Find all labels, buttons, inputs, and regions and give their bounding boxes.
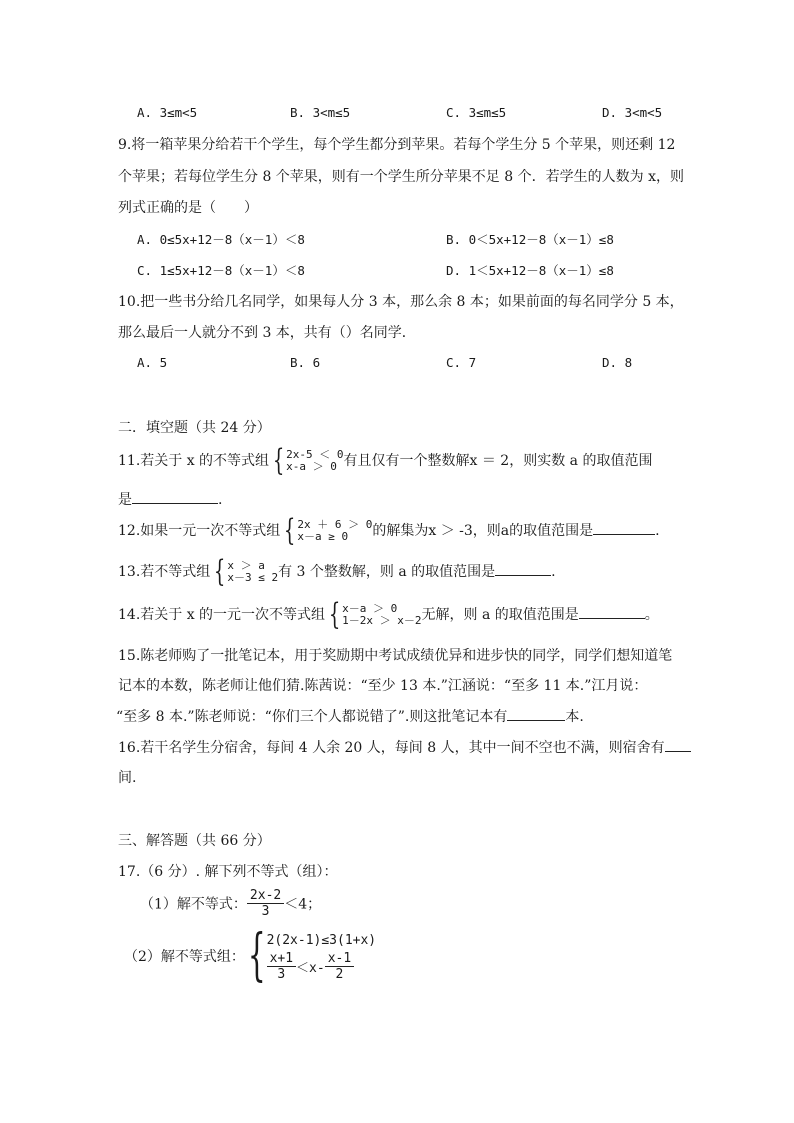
fraction-denominator: 2 (335, 966, 344, 982)
q11-suffix: 有且仅有一个整数解x ＝ 2，则实数 a 的取值范围 (343, 453, 653, 469)
q17-title: 17.（6 分）. 解下列不等式（组）： (118, 864, 338, 880)
q8-option-b: B. 3<m≤5 (290, 105, 351, 120)
q17-part-2-label: （2）解不等式组： (124, 949, 245, 965)
q12-prefix: 12.如果一元一次不等式组 (118, 523, 281, 539)
q10-option-d: D. 8 (602, 355, 633, 370)
fraction-numerator: x+1 (267, 951, 296, 967)
q10-line-1: 10.把一些书分给几名同学，如果每人分 3 本，那么余 8 本；如果前面的每名同学分 5 本， (118, 294, 684, 310)
section-2-heading: 二．填空题（共 24 分） (118, 420, 271, 436)
q15-line-3-text: “至多 8 本.”陈老师说：“你们三个人都说错了”.则这批笔记本有 (116, 709, 508, 725)
q12-end: . (655, 523, 660, 539)
q9-line-1: 9.将一箱苹果分给若干个学生，每个学生都分到苹果。若每个学生分 5 个苹果，则还剩 12 (118, 137, 676, 153)
q8-option-a: A. 3≤m<5 (137, 105, 198, 120)
q11-answer-blank[interactable] (132, 489, 218, 504)
q9-option-b: B. 0＜5x+12－8（x－1）≤8 (446, 232, 614, 247)
q17-part-2-system (267, 931, 377, 982)
q17-part-2-line-1: 2(2x-1)≤3(1+x) (266, 932, 377, 948)
q13-answer-blank[interactable] (495, 561, 551, 576)
q14-end: 。 (644, 607, 659, 623)
q12-answer-blank[interactable] (593, 520, 655, 535)
q10-option-c: C. 7 (446, 355, 477, 370)
brace-icon: { (284, 513, 296, 548)
q11-line-2-text: 是 (118, 492, 132, 508)
q13-system-line-1: x ＞ a (227, 559, 265, 572)
q11-end: . (218, 492, 223, 508)
q13-line (118, 554, 556, 589)
brace-icon: { (214, 554, 226, 589)
q15-end: 本. (565, 709, 584, 725)
q12-line (118, 513, 660, 548)
q14-line (118, 597, 659, 632)
q13-end: . (551, 564, 556, 580)
fraction-denominator: 3 (261, 904, 270, 919)
q9-option-a: A. 0≤5x+12－8（x－1）＜8 (137, 232, 305, 247)
q15-line-1: 15.陈老师购了一批笔记本，用于奖励期中考试成绩优异和进步快的同学，同学们想知道笔 (118, 648, 673, 664)
q14-suffix: 无解，则 a 的取值范围是 (421, 607, 579, 623)
q11-line-1 (118, 443, 653, 478)
fraction-numerator: x-1 (325, 951, 354, 967)
q11-system-line-2: x-a ＞ 0 (286, 460, 337, 473)
q17-part-1 (140, 888, 321, 919)
q16-line-1 (118, 737, 691, 757)
brace-icon: { (272, 443, 285, 478)
q15-line-3 (116, 706, 584, 726)
q13-system-line-2: x－3 ≤ 2 (227, 571, 279, 584)
q9-line-3: 列式正确的是（ ） (118, 200, 258, 216)
q15-answer-blank[interactable] (507, 706, 565, 721)
q17-part-1-label: （1）解不等式： (140, 896, 247, 913)
q14-system-line-2: 1－2x ＞ x－2 (342, 614, 422, 627)
q8-option-c: C. 3≤m≤5 (446, 105, 507, 120)
q10-option-b: B. 6 (290, 355, 321, 370)
q14-system-line-1: x－a ＞ 0 (342, 602, 398, 615)
q17-part-2-fraction-1 (267, 951, 296, 982)
q15-line-2: 记本的本数，陈老师让他们猜.陈茜说：“至少 13 本.”江涵说：“至多 11 本.”江月说： (118, 678, 648, 694)
q12-inequality-system (280, 513, 373, 548)
section-3-heading: 三、解答题（共 66 分） (118, 833, 271, 849)
q14-prefix: 14.若关于 x 的一元一次不等式组 (118, 607, 326, 623)
q17-part-1-fraction (247, 888, 284, 919)
q17-part-1-relation: ＜4； (284, 896, 322, 913)
q17-part-2 (124, 923, 377, 988)
q10-option-a: A. 5 (137, 355, 168, 370)
q12-suffix: 的解集为x ＞ -3，则a的取值范围是 (372, 523, 594, 539)
q12-system-line-1: 2x ＋ 6 ＞ 0 (297, 518, 373, 531)
q16-line-2: 间. (118, 770, 137, 786)
q11-system-line-1: 2x-5 ＜ 0 (286, 448, 344, 461)
q8-option-d: D. 3<m<5 (602, 105, 663, 120)
brace-icon: { (328, 597, 341, 632)
q14-inequality-system (325, 597, 422, 632)
q17-part-2-fraction-2 (325, 951, 354, 982)
q11-prefix: 11.若关于 x 的不等式组 (118, 453, 270, 469)
q17-part-2-middle: ＜x- (296, 960, 325, 976)
brace-icon: { (247, 923, 266, 988)
fraction-denominator: 3 (277, 966, 286, 982)
q9-line-2: 个苹果；若每位学生分 8 个苹果，则有一个学生所分苹果不足 8 个．若学生的人数为 x，则 (118, 169, 684, 185)
q9-option-d: D. 1＜5x+12－8（x－1）≤8 (446, 263, 614, 278)
q9-option-c: C. 1≤5x+12－8（x－1）＜8 (137, 263, 305, 278)
q14-answer-blank[interactable] (579, 604, 645, 619)
q12-system-line-2: x－a ≥ 0 (297, 530, 349, 543)
q10-line-2: 那么最后一人就分不到 3 本，共有（）名同学． (118, 325, 416, 341)
q13-prefix: 13.若不等式组 (118, 564, 211, 580)
fraction-numerator: 2x-2 (247, 888, 284, 904)
q13-inequality-system (210, 554, 279, 589)
q13-suffix: 有 3 个整数解，则 a 的取值范围是 (278, 564, 496, 580)
q11-inequality-system (269, 443, 344, 478)
q17-part-2-line-2 (267, 951, 377, 982)
q16-answer-blank[interactable] (665, 737, 691, 752)
q16-line-1-text: 16.若干名学生分宿舍，每间 4 人余 20 人，每间 8 人，其中一间不空也不满，则宿舍有 (118, 740, 665, 756)
q11-line-2 (118, 489, 222, 509)
